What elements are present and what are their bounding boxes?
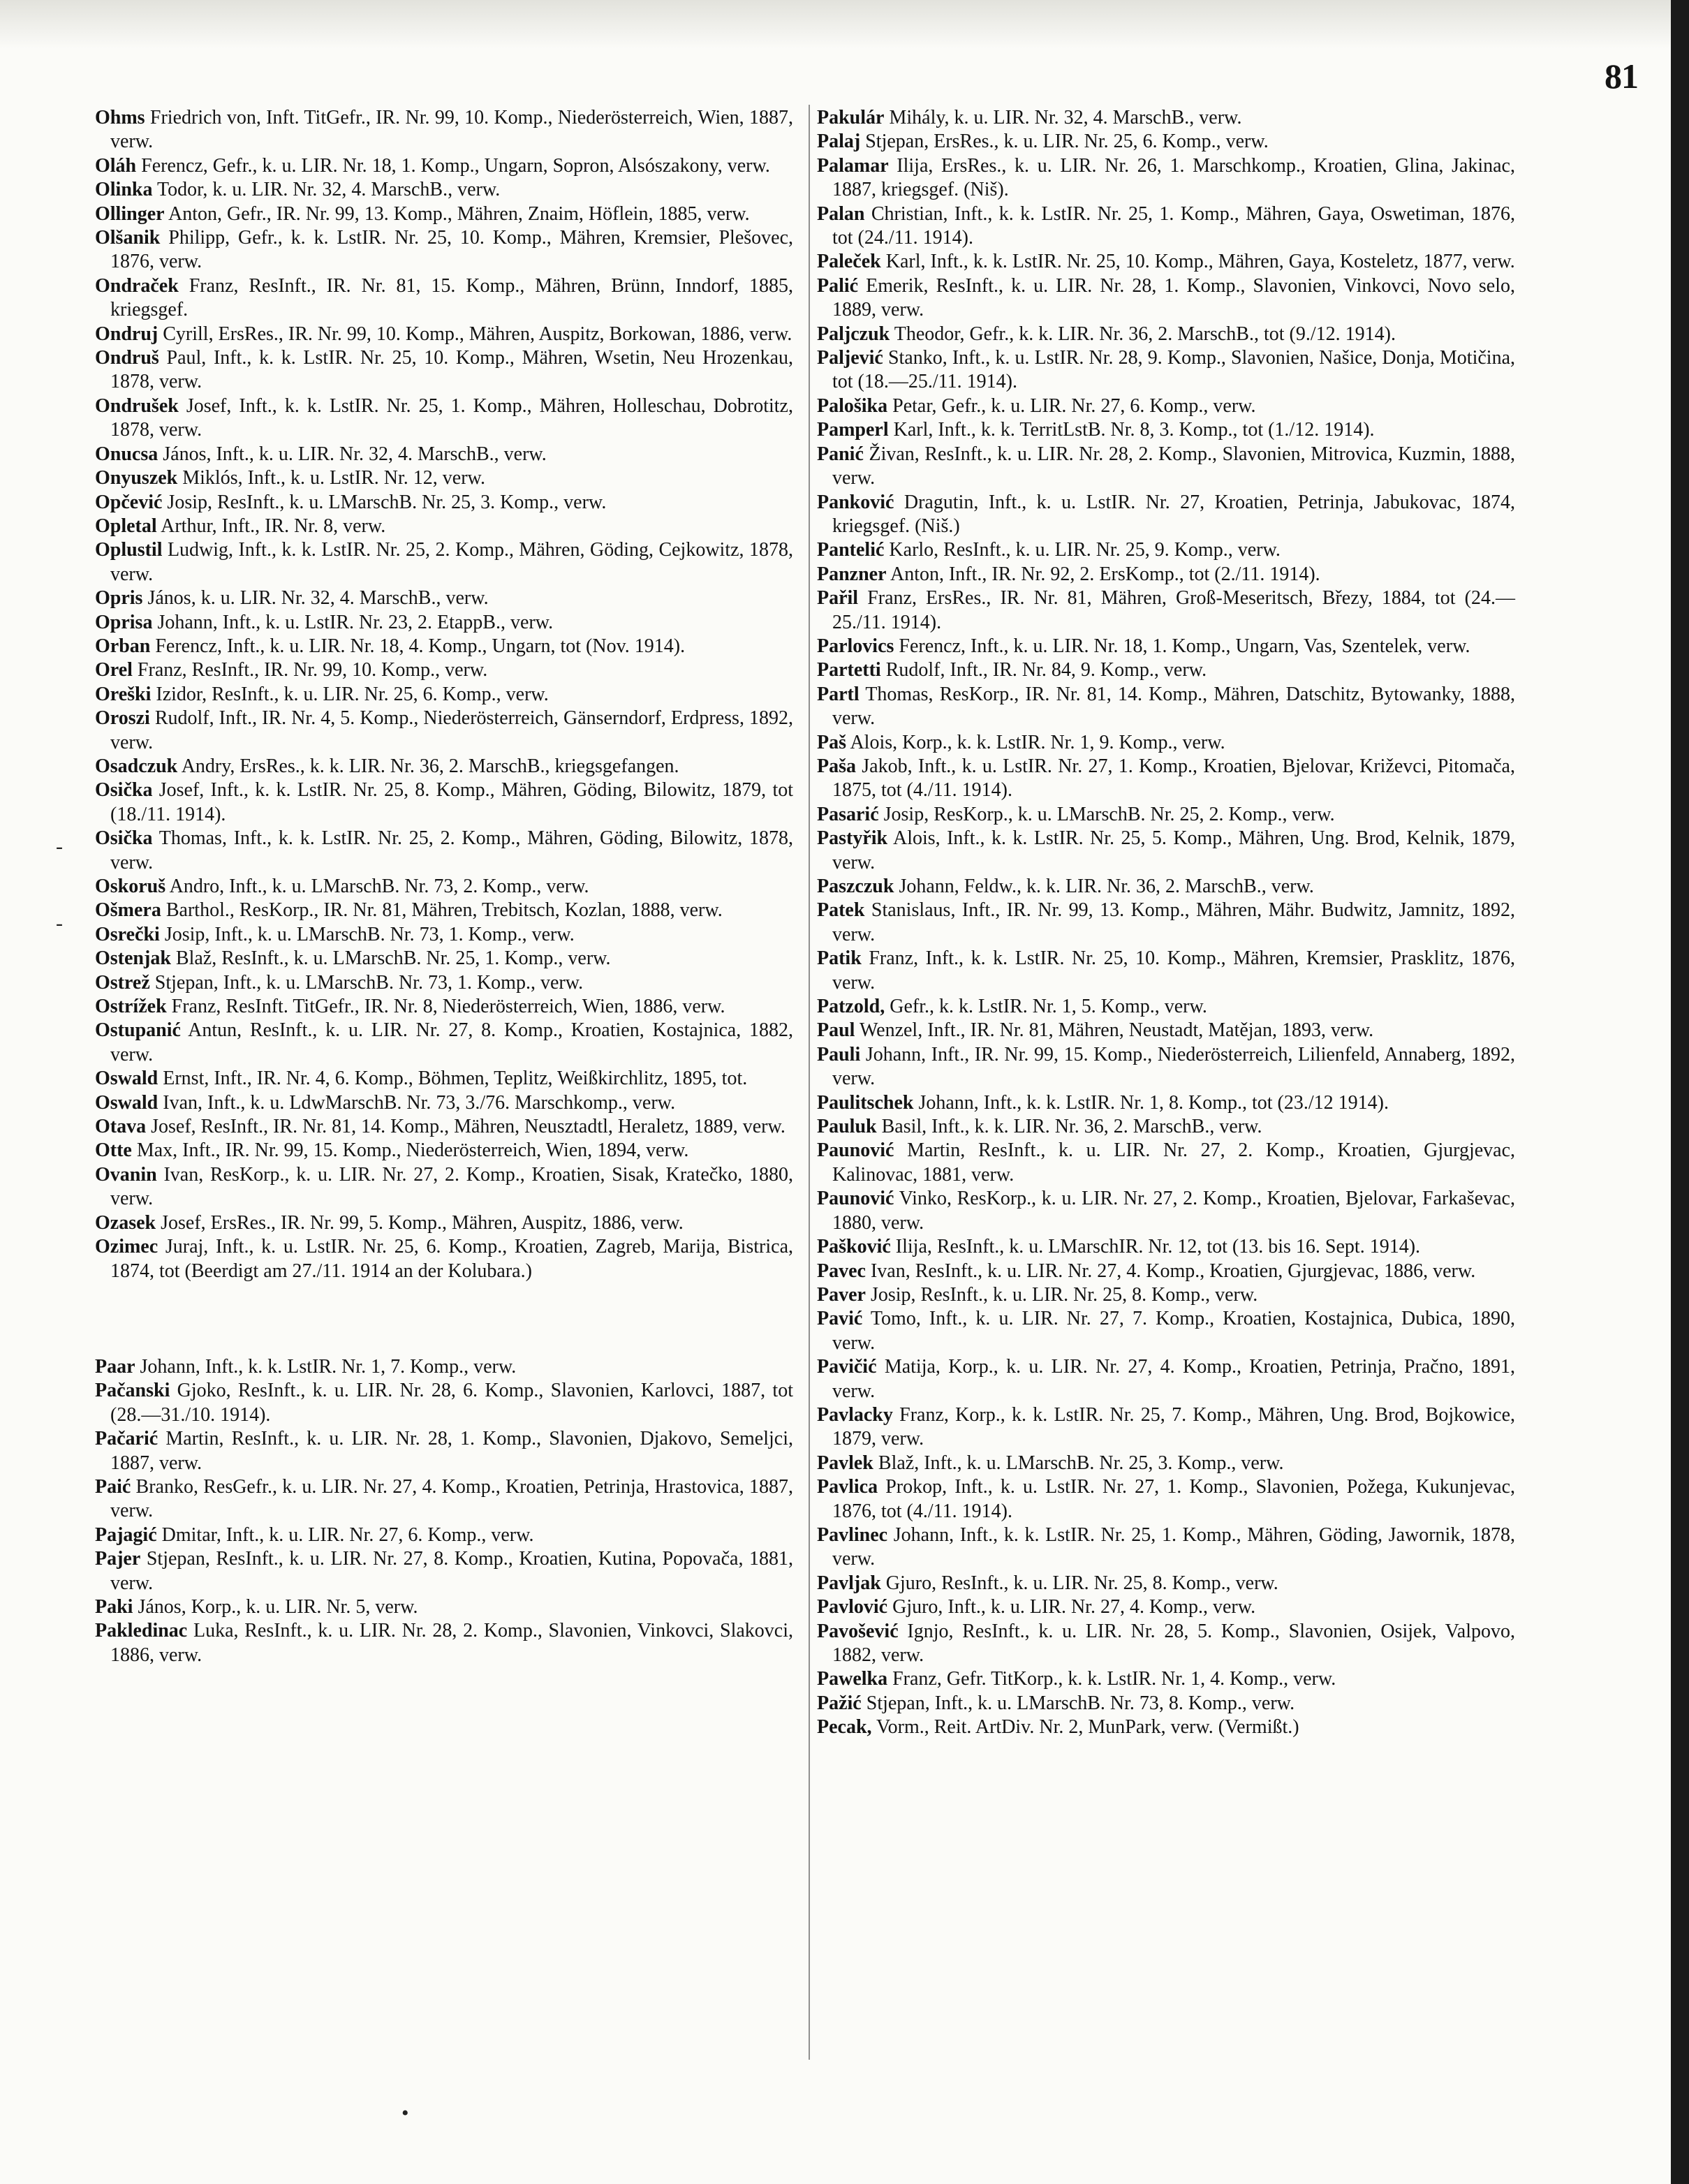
register-entry: [95, 827, 793, 875]
register-entry: [95, 274, 793, 323]
entry-surname: Pecak,: [817, 1716, 872, 1739]
entry-details: Rudolf, Inft., IR. Nr. 84, 9. Komp., verw.: [880, 659, 1207, 681]
entry-details: Ilija, ResInft., k. u. LMarschIR. Nr. 12, tot (13. bis 16. Sept. 1914).: [890, 1236, 1421, 1258]
register-entry: [95, 995, 793, 1019]
column-divider: [809, 105, 810, 2060]
register-entry: [95, 923, 793, 947]
entry-surname: Panzner: [817, 563, 887, 585]
entry-details: Matija, Korp., k. u. LIR. Nr. 27, 4. Komp., Kroatien, Petrinja, Pračno, 1891, verw.: [832, 1356, 1515, 1402]
register-entry: [95, 1355, 793, 1379]
entry-surname: Pavić: [817, 1308, 863, 1330]
register-entry: [95, 226, 793, 274]
entry-surname: Pamperl: [817, 419, 889, 441]
entry-details: Josip, ResInft., k. u. LMarschB. Nr. 25, 3. Komp., verw.: [162, 491, 607, 513]
entry-details: János, k. u. LIR. Nr. 32, 4. MarschB., verw.: [142, 587, 489, 610]
entry-surname: Paić: [95, 1475, 131, 1498]
entry-details: Jakob, Inft., k. u. LstIR. Nr. 27, 1. Komp., Kroatien, Bjelovar, Križevci, Pitomača, 1875, tot (4./11. 1914).: [832, 755, 1515, 802]
entry-surname: Oroszi: [95, 707, 150, 730]
register-entry: [817, 1091, 1515, 1115]
entry-surname: Pavlek: [817, 1452, 873, 1474]
register-entry: [817, 586, 1515, 635]
entry-details: Karl, Inft., k. k. TerritLstB. Nr. 8, 3. Komp., tot (1./12. 1914).: [888, 419, 1375, 441]
entry-details: Christian, Inft., k. k. LstIR. Nr. 25, 1. Komp., Mähren, Gaya, Oswetiman, 1876, tot (24./11. 1914).: [832, 202, 1515, 249]
entry-surname: Oswald: [95, 1091, 158, 1114]
entry-surname: Paša: [817, 755, 856, 777]
register-entry: [95, 323, 793, 346]
entry-surname: Pavljak: [817, 1572, 881, 1594]
entry-details: Karl, Inft., k. k. LstIR. Nr. 25, 10. Komp., Mähren, Gaya, Kosteletz, 1877, verw.: [880, 251, 1515, 273]
register-entry: [95, 538, 793, 586]
register-entry: [95, 1163, 793, 1211]
entry-surname: Pauluk: [817, 1116, 877, 1138]
entry-details: Ivan, ResKorp., k. u. LIR. Nr. 27, 2. Komp., Kroatien, Sisak, Kratečko, 1880, verw.: [110, 1163, 793, 1210]
register-entry: [95, 1427, 793, 1475]
register-entry: [817, 323, 1515, 346]
entry-surname: Ošmera: [95, 899, 161, 922]
entry-surname: Paš: [817, 731, 846, 753]
page-number: 81: [1605, 57, 1638, 96]
entry-surname: Ondruš: [95, 347, 159, 369]
register-entry: [817, 1475, 1515, 1523]
entry-surname: Pavlović: [817, 1596, 888, 1618]
entry-surname: Pavec: [817, 1260, 866, 1282]
entry-details: Johann, Inft., k. k. LstIR. Nr. 1, 8. Komp., tot (23./12 1914).: [913, 1091, 1389, 1114]
register-entry: [817, 755, 1515, 803]
entry-details: Mihály, k. u. LIR. Nr. 32, 4. MarschB., verw.: [884, 107, 1242, 128]
entry-surname: Orban: [95, 635, 151, 657]
entry-details: Gefr., k. k. LstIR. Nr. 1, 5. Komp., verw.: [885, 996, 1207, 1018]
entry-surname: Opčević: [95, 491, 163, 513]
register-entry: [817, 250, 1515, 274]
entry-surname: Pantelić: [817, 539, 885, 561]
entry-surname: Otava: [95, 1116, 147, 1138]
register-entry: [95, 491, 793, 515]
entry-details: Josef, ErsRes., IR. Nr. 99, 5. Komp., Mähren, Auspitz, 1886, verw.: [156, 1211, 684, 1234]
entry-surname: Oswald: [95, 1068, 158, 1090]
entry-surname: Pavičić: [817, 1356, 877, 1378]
entry-details: Anton, Gefr., IR. Nr. 99, 13. Komp., Mähren, Znaim, Höflein, 1885, verw.: [164, 202, 750, 225]
register-entry: [817, 1235, 1515, 1259]
entry-details: Ludwig, Inft., k. k. LstIR. Nr. 25, 2. Komp., Mähren, Göding, Cejkowitz, 1878, verw.: [110, 539, 793, 585]
entry-surname: Oplustil: [95, 539, 163, 561]
register-entry: [95, 635, 793, 658]
entry-surname: Ostupanić: [95, 1019, 181, 1042]
register-entry: [95, 106, 793, 154]
entry-surname: Paljczuk: [817, 323, 890, 345]
register-entry: [817, 1452, 1515, 1475]
entry-details: Josip, Inft., k. u. LMarschB. Nr. 73, 1. Komp., verw.: [159, 923, 575, 945]
register-entry: [817, 827, 1515, 875]
entry-details: Josef, ResInft., IR. Nr. 81, 14. Komp., Mähren, Neusztadtl, Heraletz, 1889, verw.: [146, 1116, 786, 1138]
register-entry: [95, 1595, 793, 1619]
entry-surname: Pašković: [817, 1236, 891, 1258]
entry-details: Gjuro, Inft., k. u. LIR. Nr. 27, 4. Komp., verw.: [887, 1596, 1256, 1618]
entry-details: Barthol., ResKorp., IR. Nr. 81, Mähren, Trebitsch, Kozlan, 1888, verw.: [161, 899, 723, 922]
entry-surname: Paunović: [817, 1188, 894, 1210]
entry-details: Martin, ResInft., k. u. LIR. Nr. 27, 2. Komp., Kroatien, Gjurgjevac, Kalinovac, 1881, verw.: [832, 1139, 1515, 1186]
entry-surname: Ozasek: [95, 1211, 156, 1234]
entry-surname: Palan: [817, 202, 865, 225]
entry-details: Ilija, ErsRes., k. u. LIR. Nr. 26, 1. Marschkomp., Kroatien, Glina, Jakinac, 1887, kriegsgef. (Niš).: [832, 154, 1515, 201]
register-entry: [817, 346, 1515, 394]
entry-surname: Onyuszek: [95, 467, 178, 489]
entry-details: Stanko, Inft., k. u. LstIR. Nr. 28, 9. Komp., Slavonien, Našice, Donja, Motičina, tot (18.—25./11. 1914).: [832, 347, 1515, 393]
entry-details: Johann, Inft., k. u. LstIR. Nr. 23, 2. EtappB., verw.: [152, 611, 554, 633]
entry-details: Wenzel, Inft., IR. Nr. 81, Mähren, Neustadt, Matějan, 1893, verw.: [855, 1019, 1374, 1042]
entry-details: Ernst, Inft., IR. Nr. 4, 6. Komp., Böhmen, Teplitz, Weißkirchlitz, 1895, tot.: [158, 1068, 748, 1090]
register-entry: [817, 202, 1515, 251]
register-entry: [95, 394, 793, 443]
register-entry: [817, 1355, 1515, 1403]
register-entry: [817, 731, 1515, 755]
entry-details: Karlo, ResInft., k. u. LIR. Nr. 25, 9. Komp., verw.: [884, 539, 1281, 561]
entry-surname: Pajagić: [95, 1523, 157, 1546]
entry-surname: Panković: [817, 491, 894, 513]
entry-details: Franz, Inft., k. k. LstIR. Nr. 25, 10. Komp., Mähren, Kremsier, Prasklitz, 1876, verw.: [832, 947, 1515, 994]
entry-details: Ivan, Inft., k. u. LdwMarschB. Nr. 73, 3./76. Marschkomp., verw.: [158, 1091, 676, 1114]
entry-details: Dragutin, Inft., k. u. LstIR. Nr. 27, Kroatien, Petrinja, Jabukovac, 1874, kriegsgef. (Niš.): [832, 491, 1515, 537]
entry-surname: Onucsa: [95, 443, 158, 465]
entry-details: Franz, ResInft., IR. Nr. 81, 15. Komp., Mähren, Brünn, Inndorf, 1885, kriegsgef.: [110, 274, 793, 321]
entry-surname: Palaj: [817, 131, 861, 153]
register-entry: [95, 154, 793, 178]
register-entry: [817, 1716, 1515, 1739]
register-entry: [817, 1403, 1515, 1452]
entry-details: Gjuro, ResInft., k. u. LIR. Nr. 25, 8. Komp., verw.: [880, 1572, 1278, 1594]
section-o-entries: [95, 106, 793, 1283]
entry-surname: Paar: [95, 1355, 135, 1378]
register-entry: [95, 466, 793, 490]
register-entry: [95, 1619, 793, 1667]
entry-details: János, Inft., k. u. LIR. Nr. 32, 4. MarschB., verw.: [158, 443, 547, 465]
entry-details: Miklós, Inft., k. u. LstIR. Nr. 12, verw.: [177, 467, 485, 489]
entry-details: Tomo, Inft., k. u. LIR. Nr. 27, 7. Komp., Kroatien, Kostajnica, Dubica, 1890, verw.: [832, 1308, 1515, 1354]
entry-details: Franz, ErsRes., IR. Nr. 81, Mähren, Groß-Meseritsch, Březy, 1884, tot (24.—25./11. 1914).: [832, 587, 1515, 633]
entry-details: Josef, Inft., k. k. LstIR. Nr. 25, 8. Komp., Mähren, Göding, Bilowitz, 1879, tot (18./11. 1914).: [110, 779, 793, 825]
entry-details: Stjepan, ResInft., k. u. LIR. Nr. 27, 8. Komp., Kroatien, Kutina, Popovača, 1881, verw.: [110, 1548, 793, 1594]
register-entry: [817, 1187, 1515, 1235]
register-entry: [95, 1115, 793, 1139]
page-top-shade: [0, 0, 1689, 49]
entry-details: Thomas, Inft., k. k. LstIR. Nr. 25, 2. Komp., Mähren, Göding, Bilowitz, 1878, verw.: [110, 827, 793, 873]
register-entry: [95, 515, 793, 538]
register-entry: [817, 1667, 1515, 1691]
register-entry: [95, 346, 793, 394]
entry-details: Stjepan, ErsRes., k. u. LIR. Nr. 25, 6. Komp., verw.: [860, 131, 1269, 153]
entry-surname: Partl: [817, 683, 860, 705]
register-entry: [95, 611, 793, 635]
entry-surname: Pařil: [817, 587, 859, 610]
entry-details: Franz, ResInft. TitGefr., IR. Nr. 8, Niederösterreich, Wien, 1886, verw.: [166, 996, 725, 1018]
entry-surname: Paki: [95, 1595, 133, 1618]
register-entry: [95, 1523, 793, 1547]
register-entry: [817, 491, 1515, 539]
entry-details: Ignjo, ResInft., k. u. LIR. Nr. 28, 5. Komp., Slavonien, Osijek, Valpovo, 1882, verw.: [832, 1620, 1515, 1666]
register-entry: [95, 1019, 793, 1067]
entry-surname: Palić: [817, 274, 859, 297]
entry-surname: Opletal: [95, 515, 157, 537]
register-entry: [95, 1091, 793, 1115]
entry-surname: Pastyřik: [817, 827, 888, 850]
entry-details: János, Korp., k. u. LIR. Nr. 5, verw.: [133, 1595, 418, 1618]
register-entry: [817, 1283, 1515, 1307]
entry-surname: Pavlica: [817, 1476, 878, 1498]
entry-surname: Oreški: [95, 683, 152, 705]
register-entry: [817, 635, 1515, 658]
register-entry: [95, 755, 793, 779]
entry-details: Ferencz, Inft., k. u. LIR. Nr. 18, 1. Komp., Ungarn, Vas, Szentelek, verw.: [894, 635, 1470, 657]
register-entry: [95, 947, 793, 971]
entry-surname: Otte: [95, 1139, 132, 1162]
register-entry: [95, 1235, 793, 1283]
entry-surname: Parlovics: [817, 635, 894, 657]
register-entry: [95, 779, 793, 827]
entry-details: Cyrill, ErsRes., IR. Nr. 99, 10. Komp., Mähren, Auspitz, Borkowan, 1886, verw.: [158, 323, 792, 345]
register-entry: [817, 803, 1515, 827]
entry-surname: Pawelka: [817, 1668, 888, 1690]
entry-surname: Ohms: [95, 107, 145, 128]
register-entry: [817, 1139, 1515, 1187]
register-entry: [95, 586, 793, 610]
entry-details: Stjepan, Inft., k. u. LMarschB. Nr. 73, 8. Komp., verw.: [861, 1692, 1295, 1714]
entry-surname: Oláh: [95, 154, 137, 177]
entry-surname: Pačanski: [95, 1380, 170, 1402]
register-entry: [817, 875, 1515, 899]
entry-details: Stjepan, Inft., k. u. LMarschB. Nr. 73, 1. Komp., verw.: [149, 971, 584, 994]
entry-details: Vinko, ResKorp., k. u. LIR. Nr. 27, 2. Komp., Kroatien, Bjelovar, Farkaševac, 1880, verw.: [832, 1188, 1515, 1234]
entry-details: Branko, ResGefr., k. u. LIR. Nr. 27, 4. Komp., Kroatien, Petrinja, Hrastovica, 1887, verw.: [110, 1475, 793, 1522]
entry-details: Franz, Korp., k. k. LstIR. Nr. 25, 7. Komp., Mähren, Ung. Brod, Bojkowice, 1879, verw.: [832, 1403, 1515, 1450]
entry-details: Luka, ResInft., k. u. LIR. Nr. 28, 2. Komp., Slavonien, Vinkovci, Slakovci, 1886, verw.: [110, 1620, 793, 1666]
register-entry: [95, 875, 793, 899]
register-entry: [95, 202, 793, 226]
entry-details: Theodor, Gefr., k. k. LIR. Nr. 36, 2. MarschB., tot (9./12. 1914).: [890, 323, 1396, 345]
entry-surname: Patek: [817, 899, 865, 922]
entry-surname: Pažić: [817, 1692, 862, 1714]
entry-details: Paul, Inft., k. k. LstIR. Nr. 25, 10. Komp., Mähren, Wsetin, Neu Hrozenkau, 1878, verw.: [110, 347, 793, 393]
entry-details: Basil, Inft., k. k. LIR. Nr. 36, 2. MarschB., verw.: [876, 1116, 1262, 1138]
bottom-dot-mark: •: [401, 2102, 409, 2125]
register-entry: [95, 1475, 793, 1523]
entry-surname: Pačarić: [95, 1428, 158, 1450]
entry-surname: Ozimec: [95, 1236, 158, 1258]
register-entry: [817, 1043, 1515, 1091]
register-entry: [817, 995, 1515, 1019]
entry-surname: Osadczuk: [95, 755, 178, 777]
entry-details: Ivan, ResInft., k. u. LIR. Nr. 27, 4. Komp., Kroatien, Gjurgjevac, 1886, verw.: [865, 1260, 1476, 1282]
entry-surname: Ollinger: [95, 202, 165, 225]
section-p-entries-continued: [817, 106, 1515, 1740]
entry-details: Franz, ResInft., IR. Nr. 99, 10. Komp., verw.: [132, 659, 488, 681]
entry-surname: Orel: [95, 659, 133, 681]
entry-surname: Ostrež: [95, 971, 150, 994]
register-entry: [817, 1692, 1515, 1716]
register-entry: [817, 538, 1515, 562]
register-entry: [95, 1067, 793, 1091]
register-entry: [95, 971, 793, 995]
entry-details: Josip, ResKorp., k. u. LMarschB. Nr. 25, 2. Komp., verw.: [878, 803, 1335, 825]
entry-surname: Pakledinac: [95, 1620, 188, 1642]
entry-details: Dmitar, Inft., k. u. LIR. Nr. 27, 6. Komp., verw.: [156, 1523, 534, 1546]
entry-details: Gjoko, ResInft., k. u. LIR. Nr. 28, 6. Komp., Slavonien, Karlovci, 1887, tot (28.—31./10. 1914).: [110, 1380, 793, 1426]
register-entry: [817, 563, 1515, 586]
entry-details: Josip, ResInft., k. u. LIR. Nr. 25, 8. Komp., verw.: [865, 1283, 1258, 1306]
entry-details: Vorm., Reit. ArtDiv. Nr. 2, MunPark, verw. (Vermißt.): [871, 1716, 1299, 1739]
register-entry: [95, 683, 793, 707]
entry-details: Ferencz, Gefr., k. u. LIR. Nr. 18, 1. Komp., Ungarn, Sopron, Alsószakony, verw.: [136, 154, 770, 177]
register-entry: [95, 1547, 793, 1595]
entry-surname: Opris: [95, 587, 143, 610]
entry-details: Alois, Inft., k. k. LstIR. Nr. 25, 5. Komp., Mähren, Ung. Brod, Kelnik, 1879, verw.: [832, 827, 1515, 873]
entry-surname: Pavlinec: [817, 1523, 888, 1546]
entry-surname: Paunović: [817, 1139, 894, 1162]
margin-mark: -: [56, 835, 63, 858]
register-entry: [817, 1260, 1515, 1283]
entry-surname: Patzold,: [817, 996, 885, 1018]
entry-surname: Olšanik: [95, 227, 161, 249]
entry-surname: Paul: [817, 1019, 855, 1042]
entry-details: Andro, Inft., k. u. LMarschB. Nr. 73, 2. Komp., verw.: [165, 876, 589, 897]
entry-surname: Osička: [95, 779, 153, 802]
entry-details: Friedrich von, Inft. TitGefr., IR. Nr. 99, 10. Komp., Niederösterreich, Wien, 1887, verw.: [110, 107, 793, 153]
entry-surname: Paleček: [817, 251, 881, 273]
register-entry: [817, 1307, 1515, 1355]
register-entry: [95, 1379, 793, 1427]
entry-surname: Palošika: [817, 394, 888, 417]
entry-surname: Pavošević: [817, 1620, 899, 1642]
register-entry: [95, 1211, 793, 1235]
register-entry: [817, 1595, 1515, 1619]
register-entry: [95, 178, 793, 202]
entry-details: Stanislaus, Inft., IR. Nr. 99, 13. Komp., Mähren, Mähr. Budwitz, Jamnitz, 1892, verw.: [832, 899, 1515, 945]
entry-details: Ferencz, Inft., k. u. LIR. Nr. 18, 4. Komp., Ungarn, tot (Nov. 1914).: [150, 635, 686, 657]
register-entry: [817, 443, 1515, 491]
entry-surname: Patik: [817, 947, 862, 970]
left-column: [95, 106, 793, 1667]
entry-surname: Paszczuk: [817, 876, 894, 897]
entry-surname: Osička: [95, 827, 153, 850]
entry-surname: Pajer: [95, 1548, 141, 1570]
entry-surname: Pauli: [817, 1043, 861, 1065]
entry-surname: Oprisa: [95, 611, 153, 633]
register-entry: [817, 683, 1515, 731]
section-p-entries: [95, 1355, 793, 1667]
entry-details: Izidor, ResInft., k. u. LIR. Nr. 25, 6. Komp., verw.: [151, 683, 549, 705]
entry-details: Živan, ResInft., k. u. LIR. Nr. 28, 2. Komp., Slavonien, Mitrovica, Kuzmin, 1888, verw.: [832, 443, 1515, 489]
register-entry: [817, 1620, 1515, 1668]
entry-details: Anton, Inft., IR. Nr. 92, 2. ErsKomp., tot (2./11. 1914).: [886, 563, 1320, 585]
entry-details: Juraj, Inft., k. u. LstIR. Nr. 25, 6. Komp., Kroatien, Zagreb, Marija, Bistrica, 1874, tot (Beerdigt am 27./11. 1914 an der Kolubara.): [110, 1236, 793, 1282]
entry-surname: Ovanin: [95, 1163, 157, 1186]
entry-details: Philipp, Gefr., k. k. LstIR. Nr. 25, 10. Komp., Mähren, Kremsier, Plešovec, 1876, verw.: [110, 227, 793, 273]
entry-details: Arthur, Inft., IR. Nr. 8, verw.: [156, 515, 386, 537]
register-entry: [817, 899, 1515, 947]
entry-surname: Paulitschek: [817, 1091, 914, 1114]
register-entry: [95, 658, 793, 682]
register-entry: [817, 1572, 1515, 1595]
register-entry: [95, 899, 793, 922]
page-right-edge: [1671, 0, 1689, 2184]
entry-details: Antun, ResInft., k. u. LIR. Nr. 27, 8. Komp., Kroatien, Kostajnica, 1882, verw.: [110, 1019, 793, 1065]
register-entry: [817, 274, 1515, 323]
entry-details: Martin, ResInft., k. u. LIR. Nr. 28, 1. Komp., Slavonien, Djakovo, Semeljci, 1887, verw.: [110, 1428, 793, 1474]
entry-details: Prokop, Inft., k. u. LstIR. Nr. 27, 1. Komp., Slavonien, Požega, Kukunjevac, 1876, tot (4./11. 1914).: [832, 1476, 1515, 1522]
register-entry: [817, 1019, 1515, 1042]
entry-details: Todor, k. u. LIR. Nr. 32, 4. MarschB., verw.: [152, 179, 501, 201]
entry-surname: Panić: [817, 443, 864, 465]
register-entry: [817, 418, 1515, 442]
entry-surname: Ondraček: [95, 274, 179, 297]
entry-surname: Ondrušek: [95, 394, 179, 417]
register-entry: [817, 1115, 1515, 1139]
entry-surname: Olinka: [95, 179, 153, 201]
entry-surname: Ostenjak: [95, 947, 171, 970]
register-entry: [95, 443, 793, 466]
register-entry: [817, 1523, 1515, 1572]
entry-surname: Partetti: [817, 659, 881, 681]
entry-surname: Paver: [817, 1283, 866, 1306]
entry-details: Petar, Gefr., k. u. LIR. Nr. 27, 6. Komp., verw.: [887, 394, 1256, 417]
register-entry: [817, 947, 1515, 995]
register-entry: [817, 394, 1515, 418]
entry-details: Alois, Korp., k. k. LstIR. Nr. 1, 9. Komp., verw.: [846, 731, 1225, 753]
entry-details: Blaž, ResInft., k. u. LMarschB. Nr. 25, 1. Komp., verw.: [170, 947, 611, 970]
entry-details: Franz, Gefr. TitKorp., k. k. LstIR. Nr. 1, 4. Komp., verw.: [887, 1668, 1336, 1690]
entry-details: Max, Inft., IR. Nr. 99, 15. Komp., Niederösterreich, Wien, 1894, verw.: [131, 1139, 689, 1162]
entry-details: Emerik, ResInft., k. u. LIR. Nr. 28, 1. Komp., Slavonien, Vinkovci, Novo selo, 1889, verw.: [832, 274, 1515, 321]
entry-surname: Ondruj: [95, 323, 158, 345]
entry-surname: Pasarić: [817, 803, 879, 825]
entry-details: Andry, ErsRes., k. k. LIR. Nr. 36, 2. MarschB., kriegsgefangen.: [177, 755, 679, 777]
entry-details: Johann, Inft., IR. Nr. 99, 15. Komp., Niederösterreich, Lilienfeld, Annaberg, 1892, verw.: [832, 1043, 1515, 1090]
entry-details: Rudolf, Inft., IR. Nr. 4, 5. Komp., Niederösterreich, Gänserndorf, Erdpress, 1892, verw.: [110, 707, 793, 753]
register-entry: [95, 707, 793, 755]
entry-surname: Paljević: [817, 347, 883, 369]
entry-surname: Palamar: [817, 154, 889, 177]
entry-surname: Pavlacky: [817, 1403, 893, 1426]
register-entry: [817, 658, 1515, 682]
entry-details: Johann, Inft., k. k. LstIR. Nr. 25, 1. Komp., Mähren, Göding, Jawornik, 1878, verw.: [832, 1523, 1515, 1570]
section-gap: [95, 1283, 793, 1355]
entry-details: Johann, Feldw., k. k. LIR. Nr. 36, 2. MarschB., verw.: [894, 876, 1314, 897]
entry-details: Thomas, ResKorp., IR. Nr. 81, 14. Komp., Mähren, Datschitz, Bytowanky, 1888, verw.: [832, 683, 1515, 730]
register-entry: [817, 154, 1515, 202]
entry-surname: Pakulár: [817, 107, 885, 128]
entry-surname: Oskoruš: [95, 876, 166, 897]
right-column: [817, 106, 1515, 1740]
register-entry: [817, 130, 1515, 154]
entry-surname: Ostrížek: [95, 996, 167, 1018]
register-entry: [817, 106, 1515, 130]
entry-details: Johann, Inft., k. k. LstIR. Nr. 1, 7. Komp., verw.: [135, 1355, 517, 1378]
entry-details: Josef, Inft., k. k. LstIR. Nr. 25, 1. Komp., Mähren, Holleschau, Dobrotitz, 1878, verw.: [110, 394, 793, 441]
register-entry: [95, 1139, 793, 1163]
entry-details: Blaž, Inft., k. u. LMarschB. Nr. 25, 3. Komp., verw.: [873, 1452, 1284, 1474]
margin-mark: -: [56, 912, 63, 935]
entry-surname: Osrečki: [95, 923, 160, 945]
